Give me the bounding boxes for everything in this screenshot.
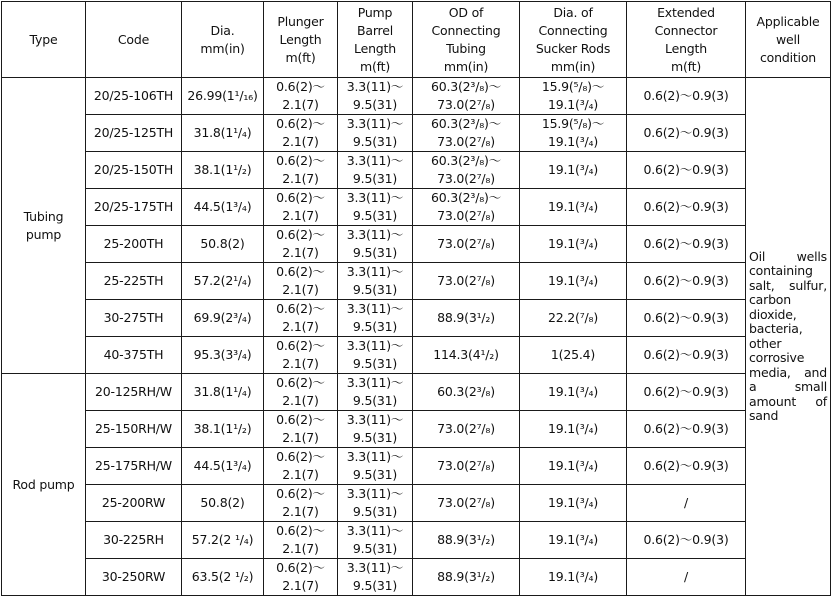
tubing-od-cell: 73.0(2⁷/₈): [413, 411, 520, 448]
code-cell: 25-200TH: [86, 226, 182, 263]
connector-length-cell: 0.6(2)～0.9(3): [627, 152, 746, 189]
sucker-rod-dia-cell: 19.1(³/₄): [520, 226, 627, 263]
connector-length-cell: 0.6(2)～0.9(3): [627, 263, 746, 300]
header-well-condition: Applicable well condition: [746, 2, 831, 78]
barrel-length-cell: 3.3(11)～ 9.5(31): [338, 522, 413, 559]
sucker-rod-dia-cell: 15.9(⁵/₈)～ 19.1(³/₄): [520, 78, 627, 115]
sucker-rod-dia-cell: 19.1(³/₄): [520, 448, 627, 485]
barrel-length-cell: 3.3(11)～ 9.5(31): [338, 226, 413, 263]
barrel-length-cell: 3.3(11)～ 9.5(31): [338, 78, 413, 115]
plunger-length-cell: 0.6(2)～ 2.1(7): [264, 189, 338, 226]
code-cell: 20/25-106TH: [86, 78, 182, 115]
tubing-od-cell: 60.3(2³/₈)～ 73.0(2⁷/₈): [413, 152, 520, 189]
plunger-length-cell: 0.6(2)～ 2.1(7): [264, 522, 338, 559]
diameter-cell: 57.2(2¹/₄): [182, 263, 264, 300]
header-tubing-od: OD of Connecting Tubing mm(in): [413, 2, 520, 78]
connector-length-cell: 0.6(2)～0.9(3): [627, 337, 746, 374]
diameter-cell: 44.5(1³/₄): [182, 189, 264, 226]
barrel-length-cell: 3.3(11)～ 9.5(31): [338, 152, 413, 189]
barrel-length-cell: 3.3(11)～ 9.5(31): [338, 374, 413, 411]
tubing-od-cell: 60.3(2³/₈)～ 73.0(2⁷/₈): [413, 78, 520, 115]
table-row: [2, 226, 831, 263]
barrel-length-cell: 3.3(11)～ 9.5(31): [338, 263, 413, 300]
type-cell: Tubing pump: [2, 78, 86, 374]
connector-length-cell: 0.6(2)～0.9(3): [627, 300, 746, 337]
tubing-od-cell: 60.3(2³/₈): [413, 374, 520, 411]
tubing-od-cell: 73.0(2⁷/₈): [413, 226, 520, 263]
table-row: [2, 78, 831, 115]
code-cell: 20/25-175TH: [86, 189, 182, 226]
connector-length-cell: 0.6(2)～0.9(3): [627, 411, 746, 448]
barrel-length-cell: 3.3(11)～ 9.5(31): [338, 115, 413, 152]
tubing-od-cell: 73.0(2⁷/₈): [413, 448, 520, 485]
table-row: [2, 485, 831, 522]
pump-spec-table: [1, 1, 831, 596]
sucker-rod-dia-cell: 19.1(³/₄): [520, 522, 627, 559]
sucker-rod-dia-cell: 15.9(⁵/₈)～ 19.1(³/₄): [520, 115, 627, 152]
tubing-od-cell: 73.0(2⁷/₈): [413, 263, 520, 300]
plunger-length-cell: 0.6(2)～ 2.1(7): [264, 115, 338, 152]
diameter-cell: 26.99(1¹/₁₆): [182, 78, 264, 115]
connector-length-cell: 0.6(2)～0.9(3): [627, 522, 746, 559]
barrel-length-cell: 3.3(11)～ 9.5(31): [338, 559, 413, 596]
sucker-rod-dia-cell: 19.1(³/₄): [520, 374, 627, 411]
sucker-rod-dia-cell: 22.2(⁷/₈): [520, 300, 627, 337]
connector-length-cell: 0.6(2)～0.9(3): [627, 189, 746, 226]
table-row: [2, 559, 831, 596]
diameter-cell: 44.5(1³/₄): [182, 448, 264, 485]
well-condition-cell: Oil wells containing salt, sulfur, carbon dioxide, bacteria, other corrosive media, and a small amount of sand: [746, 78, 831, 596]
code-cell: 20-125RH/W: [86, 374, 182, 411]
sucker-rod-dia-cell: 19.1(³/₄): [520, 485, 627, 522]
table-row: [2, 152, 831, 189]
code-cell: 40-375TH: [86, 337, 182, 374]
diameter-cell: 38.1(1¹/₂): [182, 152, 264, 189]
tubing-od-cell: 60.3(2³/₈)～ 73.0(2⁷/₈): [413, 189, 520, 226]
tubing-od-cell: 88.9(3¹/₂): [413, 559, 520, 596]
header-barrel-length: Pump Barrel Length m(ft): [338, 2, 413, 78]
diameter-cell: 38.1(1¹/₂): [182, 411, 264, 448]
code-cell: 25-150RH/W: [86, 411, 182, 448]
code-cell: 25-175RH/W: [86, 448, 182, 485]
code-cell: 30-275TH: [86, 300, 182, 337]
barrel-length-cell: 3.3(11)～ 9.5(31): [338, 485, 413, 522]
sucker-rod-dia-cell: 19.1(³/₄): [520, 559, 627, 596]
barrel-length-cell: 3.3(11)～ 9.5(31): [338, 189, 413, 226]
code-cell: 30-250RW: [86, 559, 182, 596]
code-cell: 30-225RH: [86, 522, 182, 559]
tubing-od-cell: 88.9(3¹/₂): [413, 300, 520, 337]
header-type: Type: [2, 2, 86, 78]
connector-length-cell: 0.6(2)～0.9(3): [627, 226, 746, 263]
tubing-od-cell: 73.0(2⁷/₈): [413, 485, 520, 522]
barrel-length-cell: 3.3(11)～ 9.5(31): [338, 300, 413, 337]
plunger-length-cell: 0.6(2)～ 2.1(7): [264, 448, 338, 485]
code-cell: 20/25-125TH: [86, 115, 182, 152]
diameter-cell: 50.8(2): [182, 226, 264, 263]
header-connector-length: Extended Connector Length m(ft): [627, 2, 746, 78]
table-row: [2, 300, 831, 337]
header-plunger-length: Plunger Length m(ft): [264, 2, 338, 78]
plunger-length-cell: 0.6(2)～ 2.1(7): [264, 152, 338, 189]
diameter-cell: 31.8(1¹/₄): [182, 374, 264, 411]
table-row: [2, 374, 831, 411]
barrel-length-cell: 3.3(11)～ 9.5(31): [338, 337, 413, 374]
sucker-rod-dia-cell: 1(25.4): [520, 337, 627, 374]
table-row: [2, 263, 831, 300]
table-row: [2, 189, 831, 226]
table-row: [2, 448, 831, 485]
code-cell: 20/25-150TH: [86, 152, 182, 189]
sucker-rod-dia-cell: 19.1(³/₄): [520, 152, 627, 189]
barrel-length-cell: 3.3(11)～ 9.5(31): [338, 411, 413, 448]
plunger-length-cell: 0.6(2)～ 2.1(7): [264, 263, 338, 300]
plunger-length-cell: 0.6(2)～ 2.1(7): [264, 485, 338, 522]
diameter-cell: 63.5(2 ¹/₂): [182, 559, 264, 596]
table-row: [2, 522, 831, 559]
code-cell: 25-200RW: [86, 485, 182, 522]
header-row: [2, 2, 831, 78]
diameter-cell: 57.2(2 ¹/₄): [182, 522, 264, 559]
sucker-rod-dia-cell: 19.1(³/₄): [520, 189, 627, 226]
connector-length-cell: 0.6(2)～0.9(3): [627, 374, 746, 411]
type-cell: Rod pump: [2, 374, 86, 596]
table-row: [2, 411, 831, 448]
connector-length-cell: 0.6(2)～0.9(3): [627, 448, 746, 485]
connector-length-cell: 0.6(2)～0.9(3): [627, 78, 746, 115]
table-row: [2, 337, 831, 374]
diameter-cell: 50.8(2): [182, 485, 264, 522]
sucker-rod-dia-cell: 19.1(³/₄): [520, 411, 627, 448]
diameter-cell: 95.3(3³/₄): [182, 337, 264, 374]
table-row: [2, 115, 831, 152]
connector-length-cell: /: [627, 485, 746, 522]
diameter-cell: 69.9(2³/₄): [182, 300, 264, 337]
plunger-length-cell: 0.6(2)～ 2.1(7): [264, 300, 338, 337]
plunger-length-cell: 0.6(2)～ 2.1(7): [264, 374, 338, 411]
code-cell: 25-225TH: [86, 263, 182, 300]
header-sucker-rod-dia: Dia. of Connecting Sucker Rods mm(in): [520, 2, 627, 78]
tubing-od-cell: 114.3(4¹/₂): [413, 337, 520, 374]
plunger-length-cell: 0.6(2)～ 2.1(7): [264, 226, 338, 263]
connector-length-cell: 0.6(2)～0.9(3): [627, 115, 746, 152]
plunger-length-cell: 0.6(2)～ 2.1(7): [264, 559, 338, 596]
table-body: [2, 78, 831, 596]
tubing-od-cell: 88.9(3¹/₂): [413, 522, 520, 559]
header-diameter: Dia. mm(in): [182, 2, 264, 78]
connector-length-cell: /: [627, 559, 746, 596]
tubing-od-cell: 60.3(2³/₈)～ 73.0(2⁷/₈): [413, 115, 520, 152]
diameter-cell: 31.8(1¹/₄): [182, 115, 264, 152]
plunger-length-cell: 0.6(2)～ 2.1(7): [264, 411, 338, 448]
sucker-rod-dia-cell: 19.1(³/₄): [520, 263, 627, 300]
plunger-length-cell: 0.6(2)～ 2.1(7): [264, 78, 338, 115]
barrel-length-cell: 3.3(11)～ 9.5(31): [338, 448, 413, 485]
header-code: Code: [86, 2, 182, 78]
plunger-length-cell: 0.6(2)～ 2.1(7): [264, 337, 338, 374]
